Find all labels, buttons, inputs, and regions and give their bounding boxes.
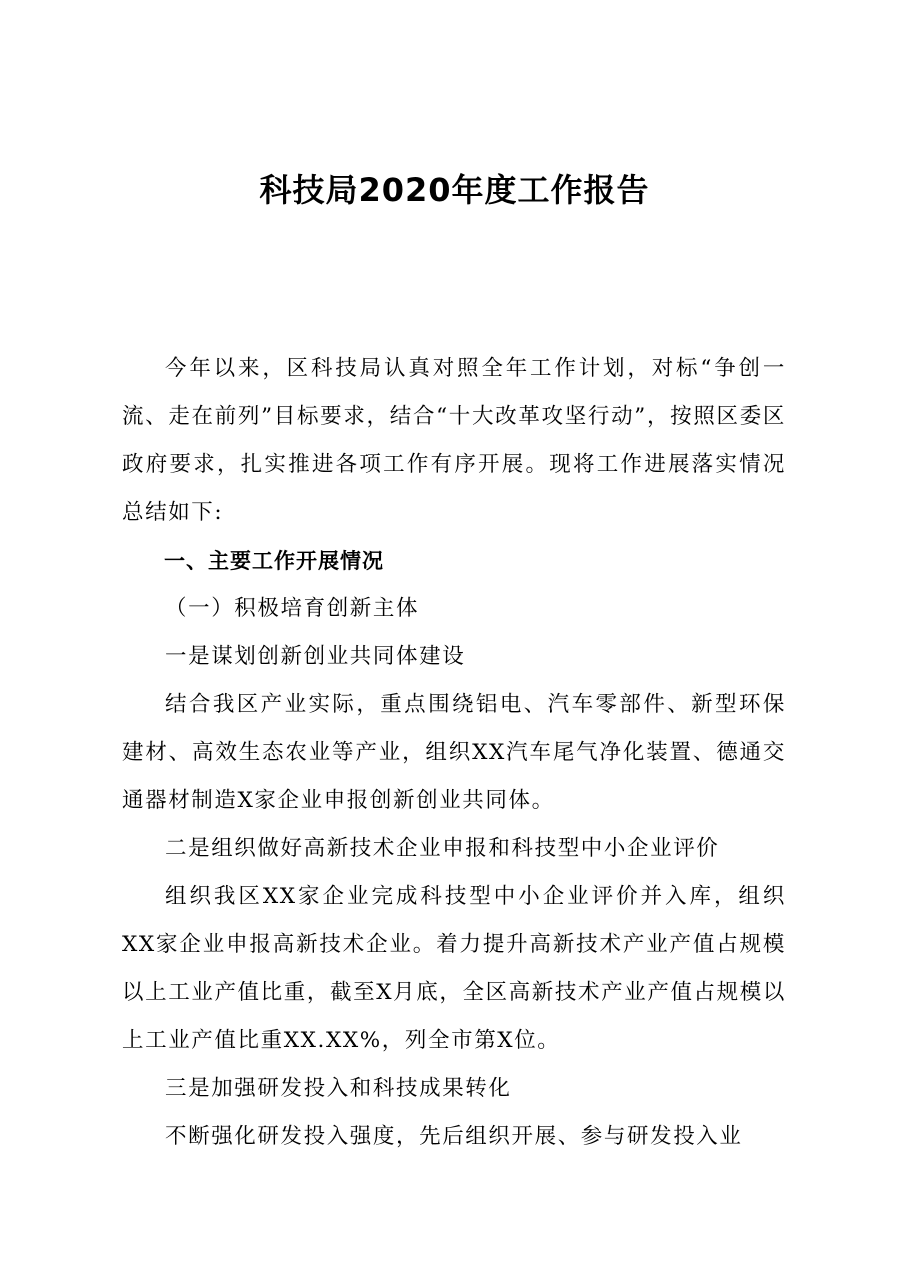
item-paragraph-2: 组织我区XX家企业完成科技型中小企业评价并入库，组织XX家企业申报高新技术企业。着力提升高新技术产业产值占规模以上工业产值比重，截至X月底，全区高新技术产业产值占规模以上工业产值比重XX.XX%，列全市第X位。 [122, 884, 786, 1053]
item-heading-1: 一是谋划创新创业共同体建设 [165, 644, 466, 669]
item-paragraph-3: 不断强化研发投入强度，先后组织开展、参与研发投入业 [165, 1124, 743, 1149]
document-body [122, 345, 786, 1161]
item-heading-3: 三是加强研发投入和科技成果转化 [165, 1076, 512, 1101]
subsection-heading: （一）积极培育创新主体 [165, 596, 420, 621]
section-heading: 一、主要工作开展情况 [164, 549, 384, 573]
item-heading-2: 二是组织做好高新技术企业申报和科技型中小企业评价 [165, 836, 720, 861]
item-paragraph-1: 结合我区产业实际，重点围绕铝电、汽车零部件、新型环保建材、高效生态农业等产业，组织XX汽车尾气净化装置、德通交通器材制造X家企业申报创新创业共同体。 [122, 692, 786, 813]
document-title: 科技局2020年度工作报告 [259, 171, 650, 209]
intro-paragraph: 今年以来，区科技局认真对照全年工作计划，对标“争创一流、走在前列”目标要求，结合“十大改革攻坚行动”，按照区委区政府要求，扎实推进各项工作有序开展。现将工作进展落实情况总结如下: [122, 356, 786, 525]
